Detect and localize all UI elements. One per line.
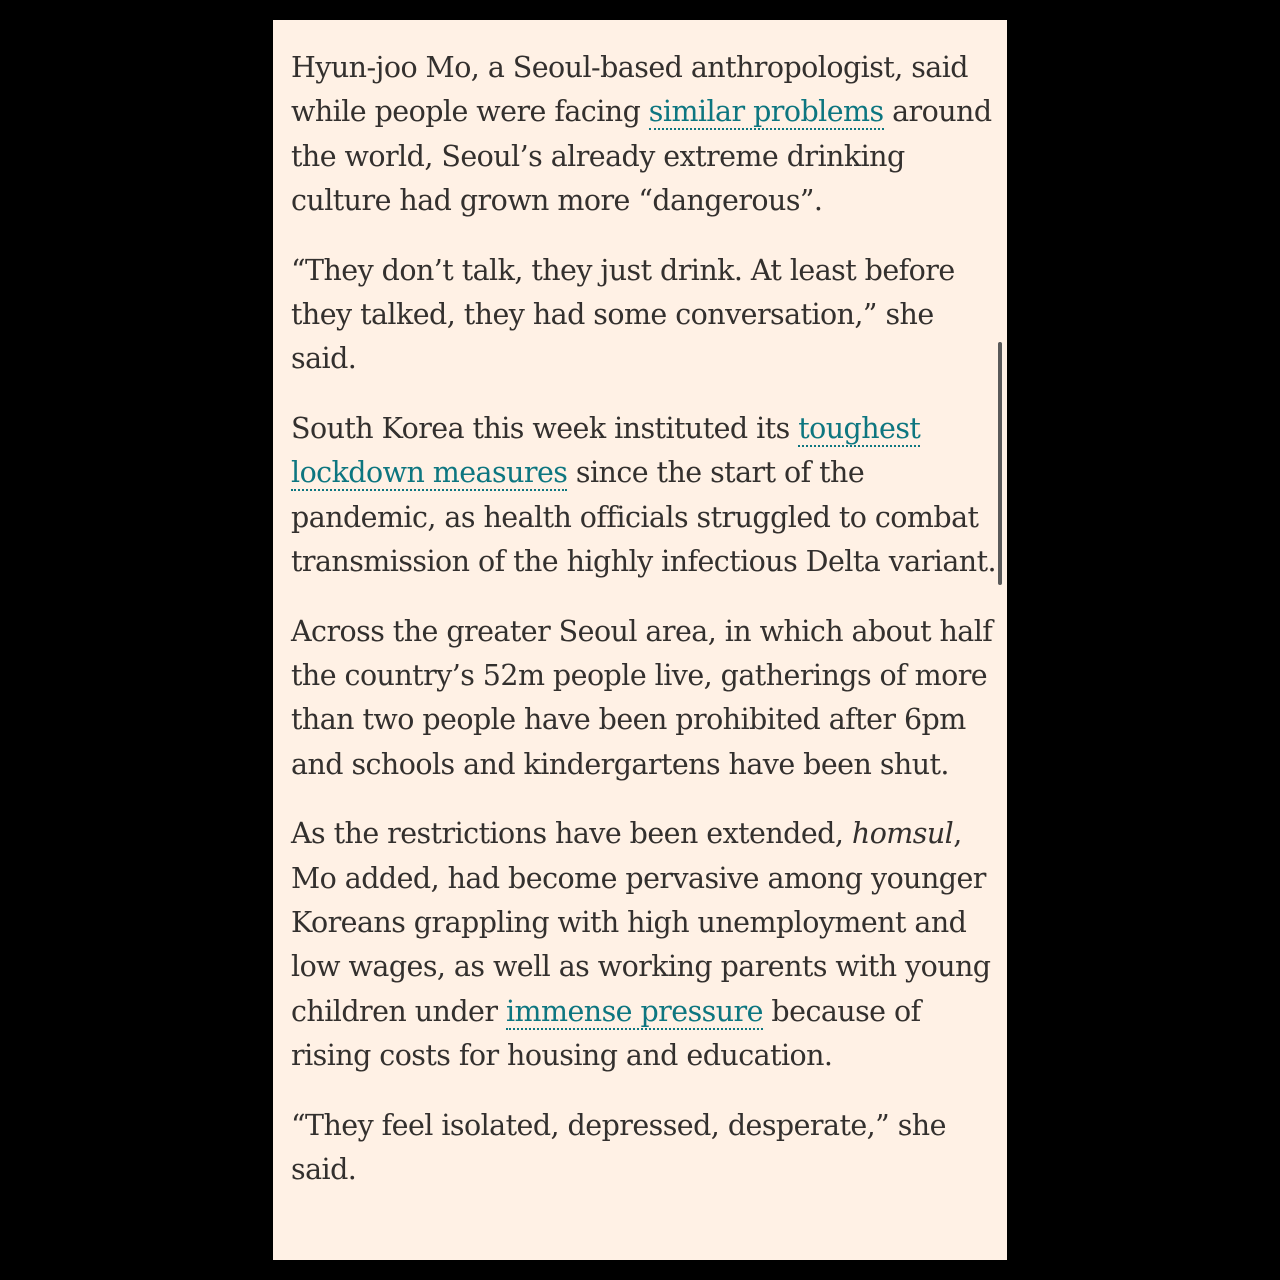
paragraph-text: around the world, Seoul’s already extreme drinking culture had grown more “dangerous”. <box>291 95 992 217</box>
article-paragraph <box>291 1104 996 1193</box>
paragraph-text: because of rising costs for housing and education. <box>291 994 921 1072</box>
paragraph-text: Across the greater Seoul area, in which about half the country’s 52m people live, gatherings of more than two people have been prohibited after 6pm and schools and kindergartens have been shut. <box>291 614 993 781</box>
article-body <box>291 46 996 1218</box>
paragraph-text: “They feel isolated, depressed, desperate,” she said. <box>291 1108 946 1187</box>
link-toughest-lockdown-measures[interactable]: toughest lockdown measures <box>291 412 921 490</box>
article-paragraph <box>291 610 996 787</box>
paragraph-text: since the start of the pandemic, as health officials struggled to combat transmission of the highly infectious Delta variant. <box>291 456 997 578</box>
paragraph-text: , Mo added, had become pervasive among younger Koreans grappling with high unemployment and low wages, as well as working parents with young children under <box>291 817 991 1028</box>
paragraph-text: “They don’t talk, they just drink. At least before they talked, they had some conversation,” she said. <box>291 253 955 376</box>
article-paragraph <box>291 407 996 584</box>
article-paragraph <box>291 249 996 382</box>
link-similar-problems[interactable]: similar problems <box>648 95 884 129</box>
paragraph-text: As the restrictions have been extended, <box>291 817 852 851</box>
link-immense-pressure[interactable]: immense pressure <box>505 994 763 1028</box>
paragraph-text: South Korea this week instituted its <box>291 412 799 446</box>
article-paragraph <box>291 46 996 223</box>
article-paragraph <box>291 812 996 1078</box>
italic-term-homsul: homsul <box>851 817 954 851</box>
paragraph-text: Hyun-joo Mo, a Seoul-based anthropologist, said while people were facing <box>291 51 968 129</box>
article-page <box>273 20 1007 1260</box>
vertical-scrollbar[interactable] <box>998 342 1002 585</box>
